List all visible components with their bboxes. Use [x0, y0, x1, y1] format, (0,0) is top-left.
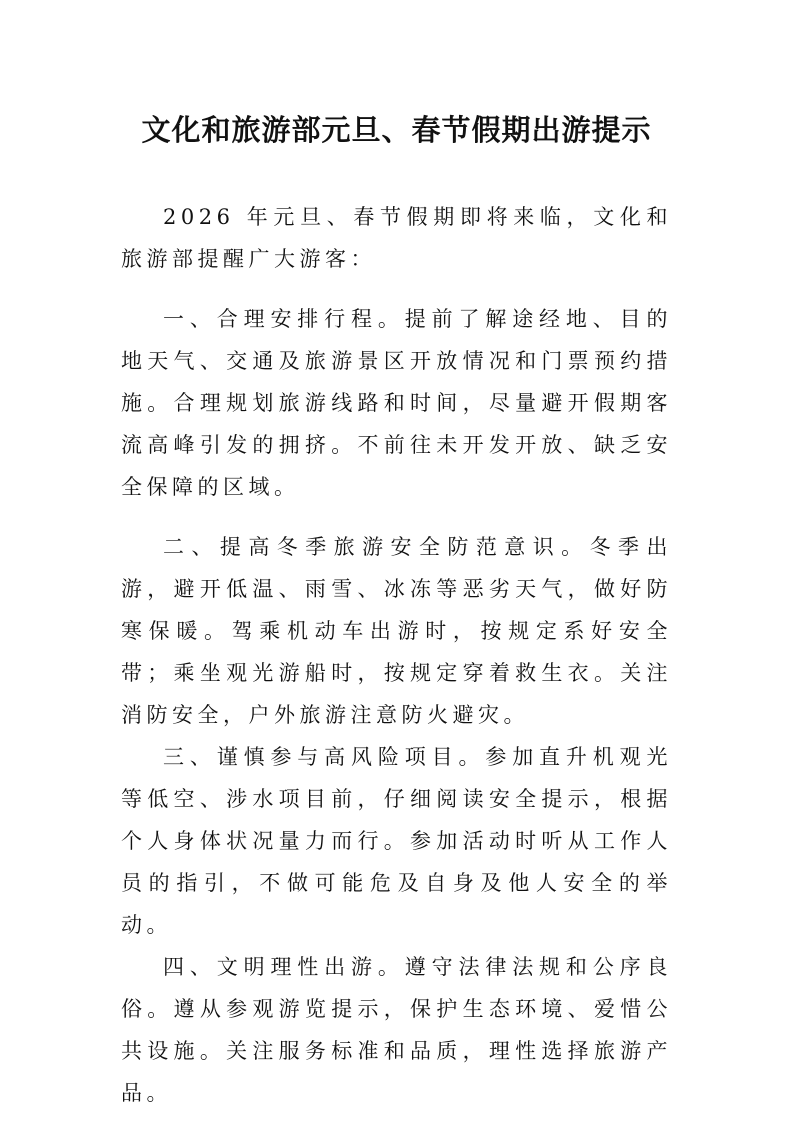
- paragraph-civilized-travel: 四、文明理性出游。遵守法律法规和公序良俗。遵从参观游览提示，保护生态环境、爱惜公共设施。关注服务标准和品质，理性选择旅游产品。: [121, 955, 672, 1105]
- document-body: [121, 196, 672, 1114]
- paragraph-winter-safety: 二、提高冬季旅游安全防范意识。冬季出游，避开低温、雨雪、冰冻等恶劣天气，做好防寒保暖。驾乘机动车出游时，按规定系好安全带；乘坐观光游船时，按规定穿着救生衣。关注消防安全，户外旅游注意防火避灾。: [121, 535, 672, 727]
- document-title: 文化和旅游部元旦、春节假期出游提示: [141, 113, 652, 147]
- paragraph-high-risk-activities: 三、谨慎参与高风险项目。参加直升机观光等低空、涉水项目前，仔细阅读安全提示，根据个人身体状况量力而行。参加活动时听从工作人员的指引，不做可能危及自身及他人安全的举动。: [121, 745, 672, 937]
- paragraph-plan-itinerary: 一、合理安排行程。提前了解途经地、目的地天气、交通及旅游景区开放情况和门票预约措施。合理规划旅游线路和时间，尽量避开假期客流高峰引发的拥挤。不前往未开发开放、缺乏安全保障的区域。: [121, 307, 672, 499]
- intro-paragraph: 2026 年元旦、春节假期即将来临，文化和旅游部提醒广大游客：: [121, 205, 672, 271]
